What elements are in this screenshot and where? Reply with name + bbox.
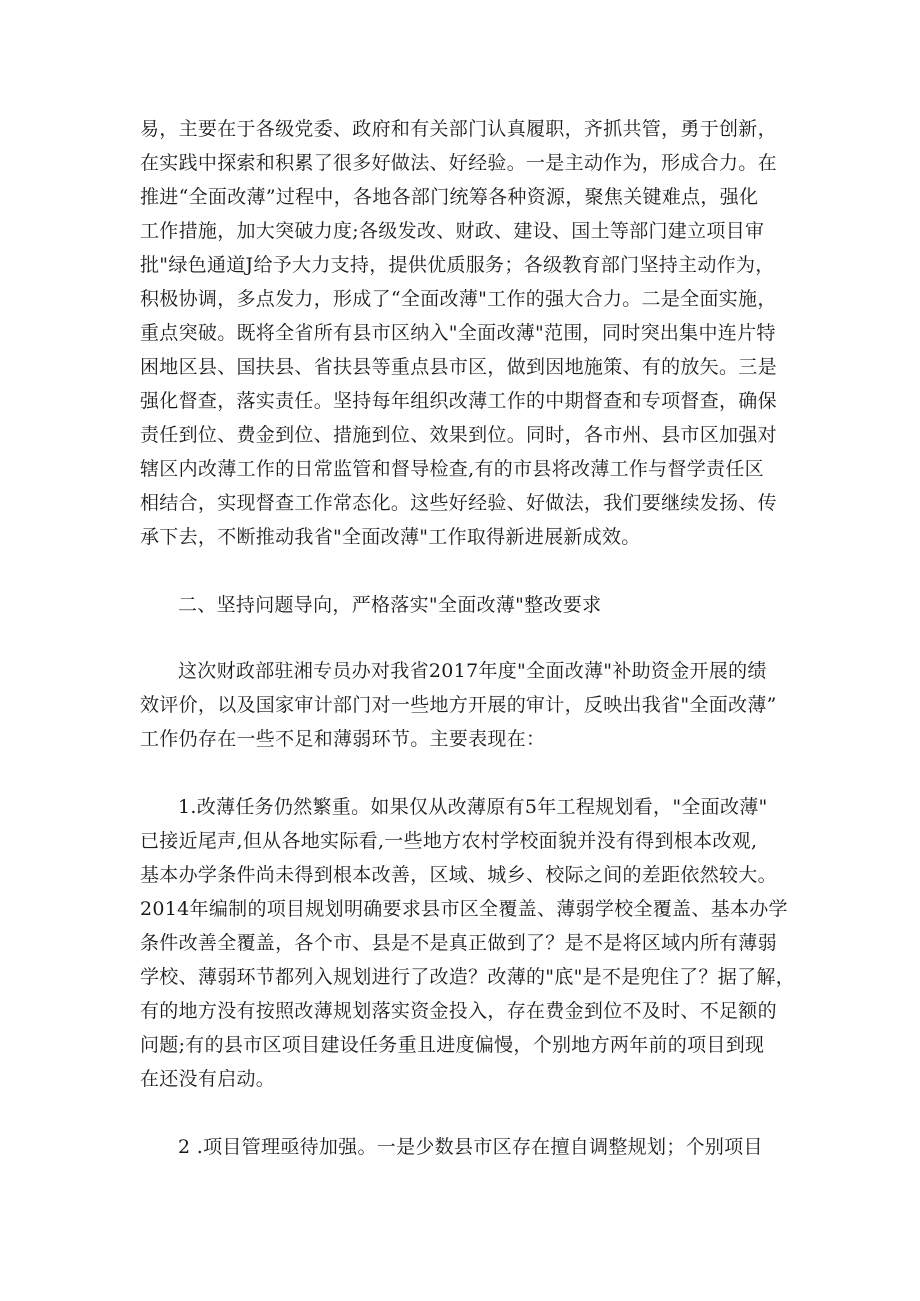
text-line: 工作仍存在一些不足和薄弱环节。主要表现在： xyxy=(140,728,546,750)
text-line: 积极协调，多点发力，形成了“全面改薄"工作的强大合力。二是全面实施， xyxy=(140,288,777,310)
text-line: 基本办学条件尚未得到根本改善，区域、城乡、校际之间的差距依然较大。 xyxy=(140,864,777,886)
section-heading: 二、坚持问题导向，严格落实"全面改薄"整改要求 xyxy=(178,594,602,616)
text-line: 条件改善全覆盖，各个市、县是不是真正做到了？是不是将区域内所有薄弱 xyxy=(140,932,777,954)
text-line: 重点突破。既将全省所有县市区纳入"全面改薄"范围，同时突出集中连片特 xyxy=(140,322,776,344)
text-line: 批"绿色通道J给予大力支持，提供优质服务；各级教育部门坚持主动作为， xyxy=(140,254,775,276)
text-line: 推进“全面改薄”过程中，各地各部门统筹各种资源，聚焦关键难点，强化 xyxy=(140,186,759,208)
text-line: 2014年编制的项目规划明确要求县市区全覆盖、薄弱学校全覆盖、基本办学 xyxy=(140,898,788,920)
text-line: 辖区内改薄工作的日常监管和督导检查,有的市县将改薄工作与督学责任区 xyxy=(140,458,764,480)
text-line: 2 .项目管理亟待加强。一是少数县市区存在擅自调整规划；个别项目 xyxy=(178,1136,763,1158)
text-line: 责任到位、费金到位、措施到位、效果到位。同时，各市州、县市区加强对 xyxy=(140,424,777,446)
text-line: 在还没有启动。 xyxy=(140,1068,276,1090)
text-line: 工作措施，加大突破力度;各级发改、财政、建设、国土等部门建立项目审 xyxy=(140,220,765,242)
text-line: 学校、薄弱环节都列入规划进行了改造？改薄的"底"是不是兜住了？据了解， xyxy=(140,966,795,988)
text-line: 1.改薄任务仍然繁重。如果仅从改薄原有5年工程规划看，"全面改薄" xyxy=(178,796,768,818)
text-line: 相结合，实现督查工作常态化。这些好经验、好做法，我们要继续发扬、传 xyxy=(140,492,777,514)
text-line: 问题;有的县市区项目建设任务重且进度偏慢，个别地方两年前的项目到现 xyxy=(140,1034,765,1056)
text-line: 承下去，不断推动我省"全面改薄"工作取得新进展新成效。 xyxy=(140,526,641,548)
text-line: 在实践中探索和积累了很多好做法、好经验。一是主动作为，形成合力。在 xyxy=(140,152,777,174)
text-line: 有的地方没有按照改薄规划落实资金投入，存在费金到位不及时、不足额的 xyxy=(140,1000,777,1022)
text-line: 强化督查，落实责任。坚持每年组织改薄工作的中期督查和专项督查，确保 xyxy=(140,390,777,412)
text-line: 已接近尾声,但从各地实际看,一些地方农村学校面貌并没有得到根本改观, xyxy=(140,830,758,852)
text-line: 困地区县、国扶县、省扶县等重点县市区，做到因地施策、有的放矢。三是 xyxy=(140,356,777,378)
text-line: 效评价，以及国家审计部门对一些地方开展的审计，反映出我省"全面改薄” xyxy=(140,694,777,716)
text-line: 这次财政部驻湘专员办对我省2017年度"全面改薄"补助资金开展的绩 xyxy=(178,660,767,682)
text-line: 易，主要在于各级党委、政府和有关部门认真履职，齐抓共管，勇于创新， xyxy=(140,118,777,140)
